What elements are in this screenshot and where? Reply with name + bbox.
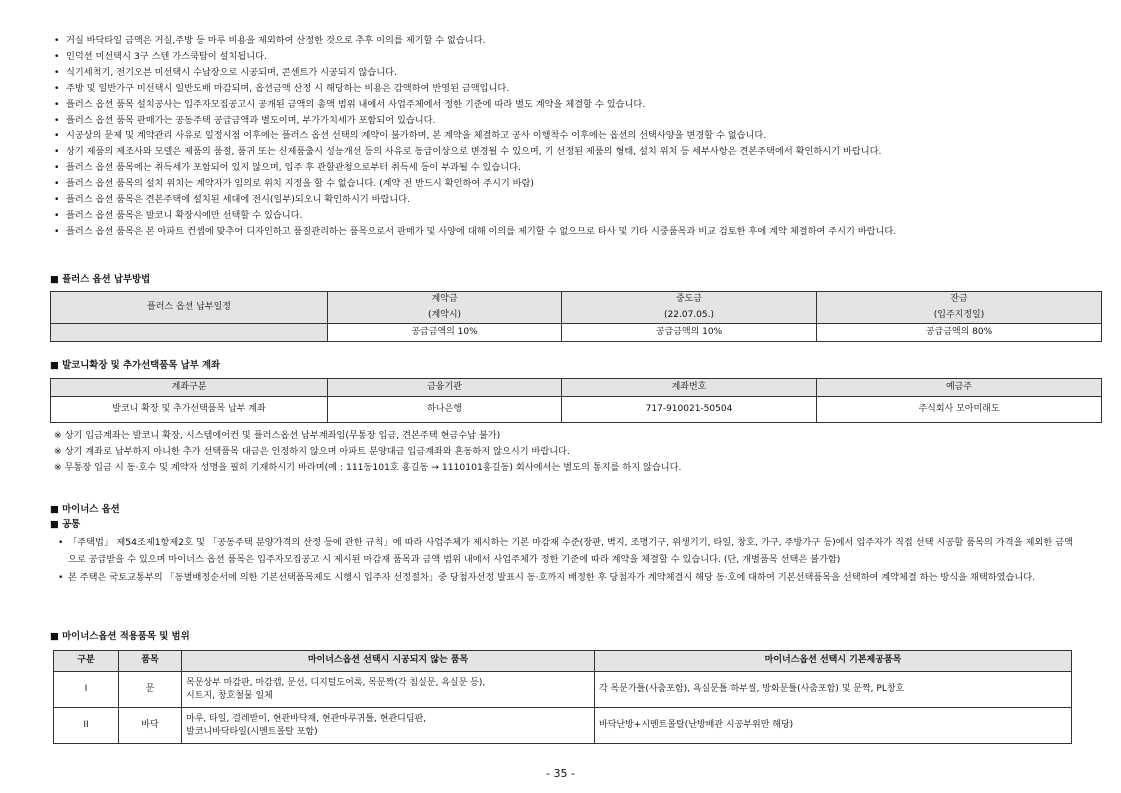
account-cell: 발코니 확장 및 추가선택품목 납부 계좌: [51, 397, 328, 423]
payment-ratio: 공급금액의 10%: [562, 324, 817, 342]
scope-not-built-line: 목문상부 마감판, 마감캡, 문선, 디지털도어록, 목문짝(각 침실문, 욕실문 등),: [186, 677, 486, 688]
payment-section-title: ■ 플러스 옵션 납부방법: [50, 274, 151, 285]
minus-scope-table: [53, 650, 1072, 744]
notice-item: • 식기세척기, 전기오븐 미선택시 수납장으로 시공되며, 콘센트가 시공되지 않습니다.: [54, 65, 1074, 81]
payment-col-when: (계약시): [328, 308, 562, 324]
account-note: ※ 상기 입금계좌는 발코니 확장, 시스템에어컨 및 플러스옵션 납부계좌임(무통장 입금, 견본주택 현금수납 불가): [54, 430, 501, 441]
scope-provided: 바닥난방+시멘트몰탈(난방배관 시공부위만 해당): [595, 708, 1072, 744]
account-note: ※ 상기 계좌로 납부하지 아니한 추가 선택품목 대금은 인정하지 않으며 아파트 분양대금 입금계좌와 혼동하지 않으시기 바랍니다.: [54, 445, 570, 457]
scope-header: 구분: [54, 651, 119, 672]
notice-item: • 상기 제품의 제조사와 모델은 제품의 품절, 품귀 또는 신제품출시 성능개선 등의 사유로 동급이상으로 변경될 수 있으며, 기 선정된 제품의 형태, 설치 위치 등 세부사항은 견본주택에서 확인하시기 바랍니다.: [54, 144, 1074, 160]
scope-header: 마이너스옵션 선택시 시공되지 않는 품목: [182, 651, 595, 672]
payment-col-name: 중도금: [562, 292, 817, 308]
notice-item: • 플러스 옵션 품목에는 취득세가 포함되어 있지 않으며, 입주 후 관할관청으로부터 취득세 등이 부과될 수 있습니다.: [54, 160, 1074, 176]
scope-not-built-line: 발코니바닥타일(시멘트몰탈 포함): [186, 726, 318, 737]
account-header: 예금주: [817, 379, 1102, 397]
scope-header: 마이너스옵션 선택시 기본제공품목: [595, 651, 1072, 672]
notice-item: • 플러스 옵션 품목은 발코니 확장시에만 선택할 수 있습니다.: [54, 208, 1074, 224]
account-notes: [54, 428, 1074, 475]
scope-provided: 각 목문가틀(사춤포함), 욕실문틀 하부씰, 방화문틀(사춤포함) 및 문짝, PL창호: [595, 672, 1072, 708]
plus-option-notice-list: [54, 33, 1074, 240]
account-header: 계좌번호: [562, 379, 817, 397]
payment-col-when: (22.07.05.): [562, 308, 817, 324]
scope-section-title: ■ 마이너스옵션 적용품목 및 범위: [50, 631, 190, 642]
payment-col-when: (입주지정일): [817, 308, 1102, 324]
scope-not-built: [182, 672, 595, 708]
account-section-title: ■ 발코니확장 및 추가선택품목 납부 계좌: [50, 360, 221, 371]
notice-item: • 인덕션 미선택시 3구 스텐 가스쿡탑이 설치됩니다.: [54, 49, 1074, 65]
account-note: ※ 무통장 입금 시 동·호수 및 계약자 성명을 필히 기재하시기 바라며(예 : 111동101호 홍길동 → 1110101홍길동) 회사에서는 별도의 통지를 하지 않습니다.: [54, 461, 682, 473]
account-number: 717-910021-50504: [562, 397, 817, 423]
account-cell: 주식회사 모아미래도: [817, 397, 1102, 423]
scope-not-built-line: 시트지, 창호철물 일체: [186, 690, 273, 701]
payment-col-name: 잔금: [817, 292, 1102, 308]
scope-item: 바닥: [119, 708, 182, 744]
payment-ratio: 공급금액의 10%: [328, 324, 562, 342]
account-header: 금융기관: [328, 379, 562, 397]
scope-division: II: [54, 708, 119, 744]
minus-paragraph: • 본 주택은 국토교통부의 「동별배정순서에 의한 기본선택품목제도 시행시 입주자 선정절차」중 당첨자선정 발표시 동·호까지 배정한 후 당첨자가 계약체결시 해당 동·호에 대하여 기본선택품목을 선택하여 계약체결 하는 방식을 채택하였습니다.: [58, 569, 1073, 586]
notice-item: • 플러스 옵션 품목 설치공사는 입주자모집공고시 공개된 금액의 총액 범위 내에서 사업주체에서 정한 기준에 따라 별도 계약을 체결할 수 있습니다.: [54, 97, 1074, 113]
scope-not-built-line: 마루, 타일, 걸레받이, 현관바닥재, 현관마루귀틀, 현관디딤판,: [186, 713, 427, 724]
notice-item: • 플러스 옵션 품목의 설치 위치는 계약자가 임의로 위치 지정을 할 수 없습니다. (계약 전 반드시 확인하여 주시기 바람): [54, 176, 1074, 192]
notice-item: • 플러스 옵션 품목 판매가는 공동주택 공급금액과 별도이며, 부가가치세가 포함되어 있습니다.: [54, 113, 1074, 129]
page-number: - 35 -: [546, 767, 575, 780]
notice-item: • 주방 및 일반가구 미선택시 일반도배 마감되며, 옵션금액 산정 시 해당하는 비용은 감액하여 반영된 금액입니다.: [54, 81, 1074, 97]
scope-division: I: [54, 672, 119, 708]
payment-col-name: 계약금: [328, 292, 562, 308]
payment-ratio: 공급금액의 80%: [817, 324, 1102, 342]
payment-ratio-blank: [51, 324, 328, 342]
scope-header: 품목: [119, 651, 182, 672]
scope-not-built: [182, 708, 595, 744]
minus-option-paragraphs: [58, 534, 1073, 586]
account-table: [50, 378, 1102, 423]
minus-paragraph: • 「주택법」 제54조제1항제2호 및 「공동주택 분양가격의 산정 등에 관한 규칙」에 따라 사업주체가 제시하는 기본 마감재 수준(장판, 벽지, 조명기구, 위생기기, 타일, 창호, 가구, 주방가구 등)에서 입주자가 직접 선택 시공할 품목의 가격을 제외한 금액으로 공급받을 수 있으며 마이너스 옵션 품목은 입주자모집공고 시 제시된 마감재 품목과 금액 범위 내에서 사업주체가 정한 기준에 따라 계약을 체결할 수 있습니다. (단, 개별품목 선택은 불가함): [58, 534, 1073, 569]
notice-item: • 거실 바닥타일 금액은 거실,주방 등 마루 비용을 제외하여 산정한 것으로 추후 이의를 제기할 수 없습니다.: [54, 33, 1074, 49]
minus-common-subtitle: ■ 공통: [50, 519, 81, 530]
notice-item: • 플러스 옵션 품목은 본 아파트 컨셉에 맞추어 디자인하고 품질관리하는 품목으로서 판매가 및 사양에 대해 이의를 제기할 수 없으므로 타사 및 기타 시중품목과 비교 검토한 후에 계약 체결하여 주시기 바랍니다.: [54, 224, 1074, 240]
payment-row-label: 플러스 옵션 납부일정: [51, 292, 328, 324]
account-cell: 하나은행: [328, 397, 562, 423]
notice-item: • 시공상의 문제 및 계약관리 사유로 일정시점 이후에는 플러스 옵션 선택의 계약이 불가하며, 본 계약을 체결하고 공사 이행착수 이후에는 옵션의 선택사양을 변경할 수 없습니다.: [54, 128, 1074, 144]
payment-schedule-table: [50, 291, 1102, 342]
minus-option-title: ■ 마이너스 옵션: [50, 504, 120, 515]
notice-item: • 플러스 옵션 품목은 견본주택에 설치된 세대에 전시(일부)되오니 확인하시기 바랍니다.: [54, 192, 1074, 208]
account-header: 계좌구분: [51, 379, 328, 397]
scope-item: 문: [119, 672, 182, 708]
